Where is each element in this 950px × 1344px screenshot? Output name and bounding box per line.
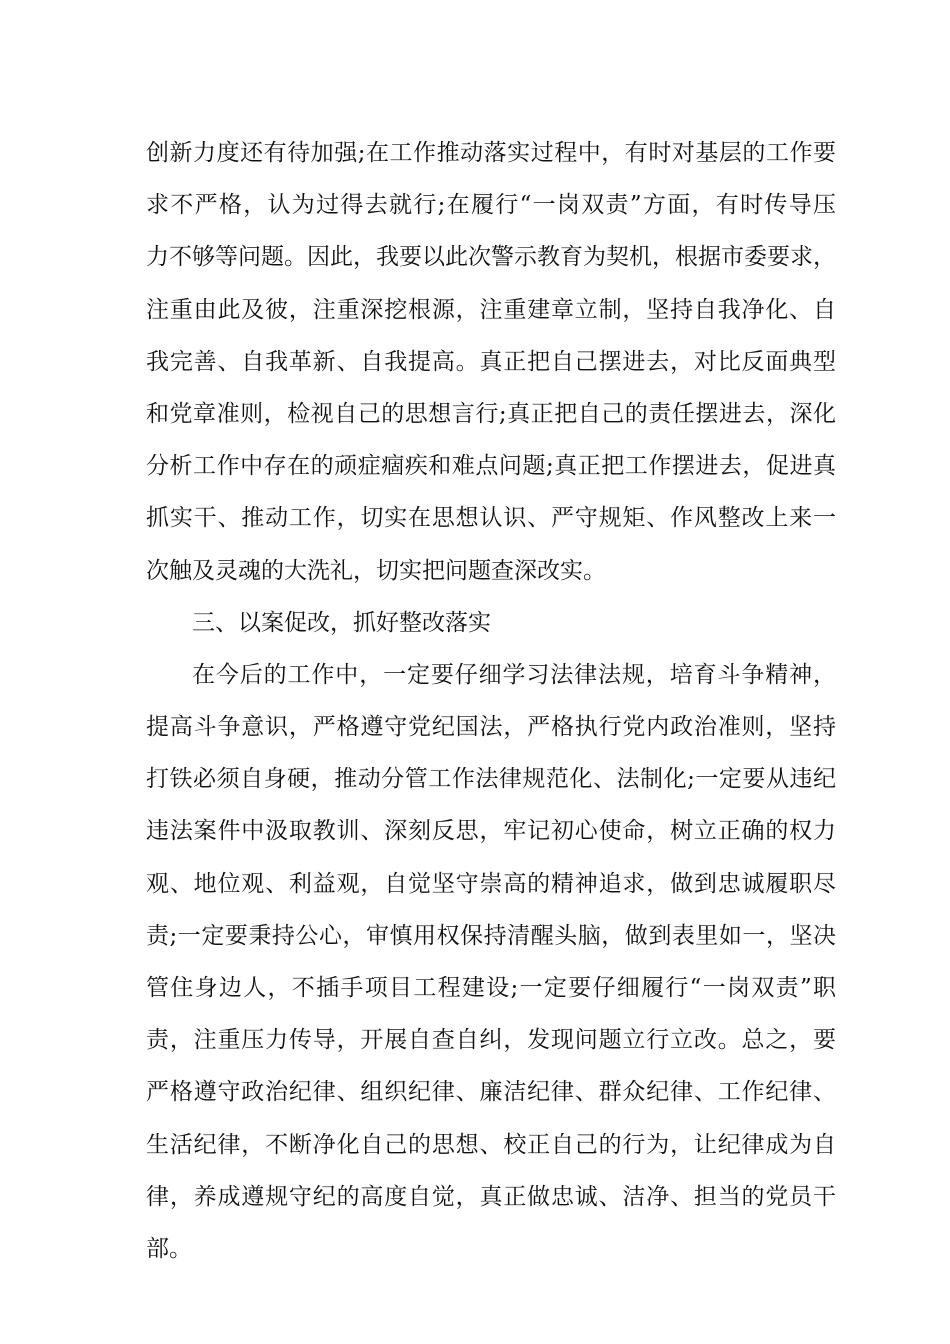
text-line: 分析工作中存在的顽症痼疾和难点问题;真正把工作摆进去，促进真 (146, 453, 836, 480)
text-line: 责，注重压力传导，开展自查自纠，发现问题立行立改。总之，要 (146, 1027, 836, 1054)
text-line: 创新力度还有待加强;在工作推动落实过程中，有时对基层的工作要 (146, 140, 836, 166)
text-line: 严格遵守政治纪律、组织纪律、廉洁纪律、群众纪律、工作纪律、 (146, 1079, 836, 1106)
section-heading: 三、以案促改，抓好整改落实 (192, 609, 491, 636)
text-line: 和党章准则，检视自己的思想言行;真正把自己的责任摆进去，深化 (146, 400, 836, 427)
text-line: 管住身边人，不插手项目工程建设;一定要仔细履行“一岗双责”职 (146, 975, 836, 1001)
text-line: 提高斗争意识，严格遵守党纪国法，严格执行党内政治准则，坚持 (146, 714, 836, 741)
text-line: 力不够等问题。因此，我要以此次警示教育为契机，根据市委要求， (146, 244, 836, 271)
text-line: 次触及灵魂的大洗礼，切实把问题查深改实。 (146, 557, 606, 584)
text-line: 生活纪律，不断净化自己的思想、校正自己的行为，让纪律成为自 (146, 1131, 836, 1158)
text-line: 抓实干、推动工作，切实在思想认识、严守规矩、作风整改上来一 (146, 505, 836, 532)
text-line: 注重由此及彼，注重深挖根源，注重建章立制，坚持自我净化、自 (146, 296, 836, 323)
text-line: 在今后的工作中，一定要仔细学习法律法规，培育斗争精神， (192, 661, 836, 688)
text-line: 部。 (146, 1235, 192, 1262)
text-line: 我完善、自我革新、自我提高。真正把自己摆进去，对比反面典型 (146, 348, 836, 375)
text-line: 观、地位观、利益观，自觉坚守崇高的精神追求，做到忠诚履职尽 (146, 870, 836, 897)
text-line: 律，养成遵规守纪的高度自觉，真正做忠诚、洁净、担当的党员干 (146, 1183, 836, 1210)
text-line: 打铁必须自身硬，推动分管工作法律规范化、法制化;一定要从违纪 (146, 766, 836, 793)
text-line: 违法案件中汲取教训、深刻反思，牢记初心使命，树立正确的权力 (146, 818, 836, 845)
text-line: 责;一定要秉持公心，审慎用权保持清醒头脑，做到表里如一，坚决 (146, 922, 836, 949)
text-line: 求不严格，认为过得去就行;在履行“一岗双责”方面，有时传导压 (146, 192, 836, 219)
body-text (146, 127, 836, 1275)
